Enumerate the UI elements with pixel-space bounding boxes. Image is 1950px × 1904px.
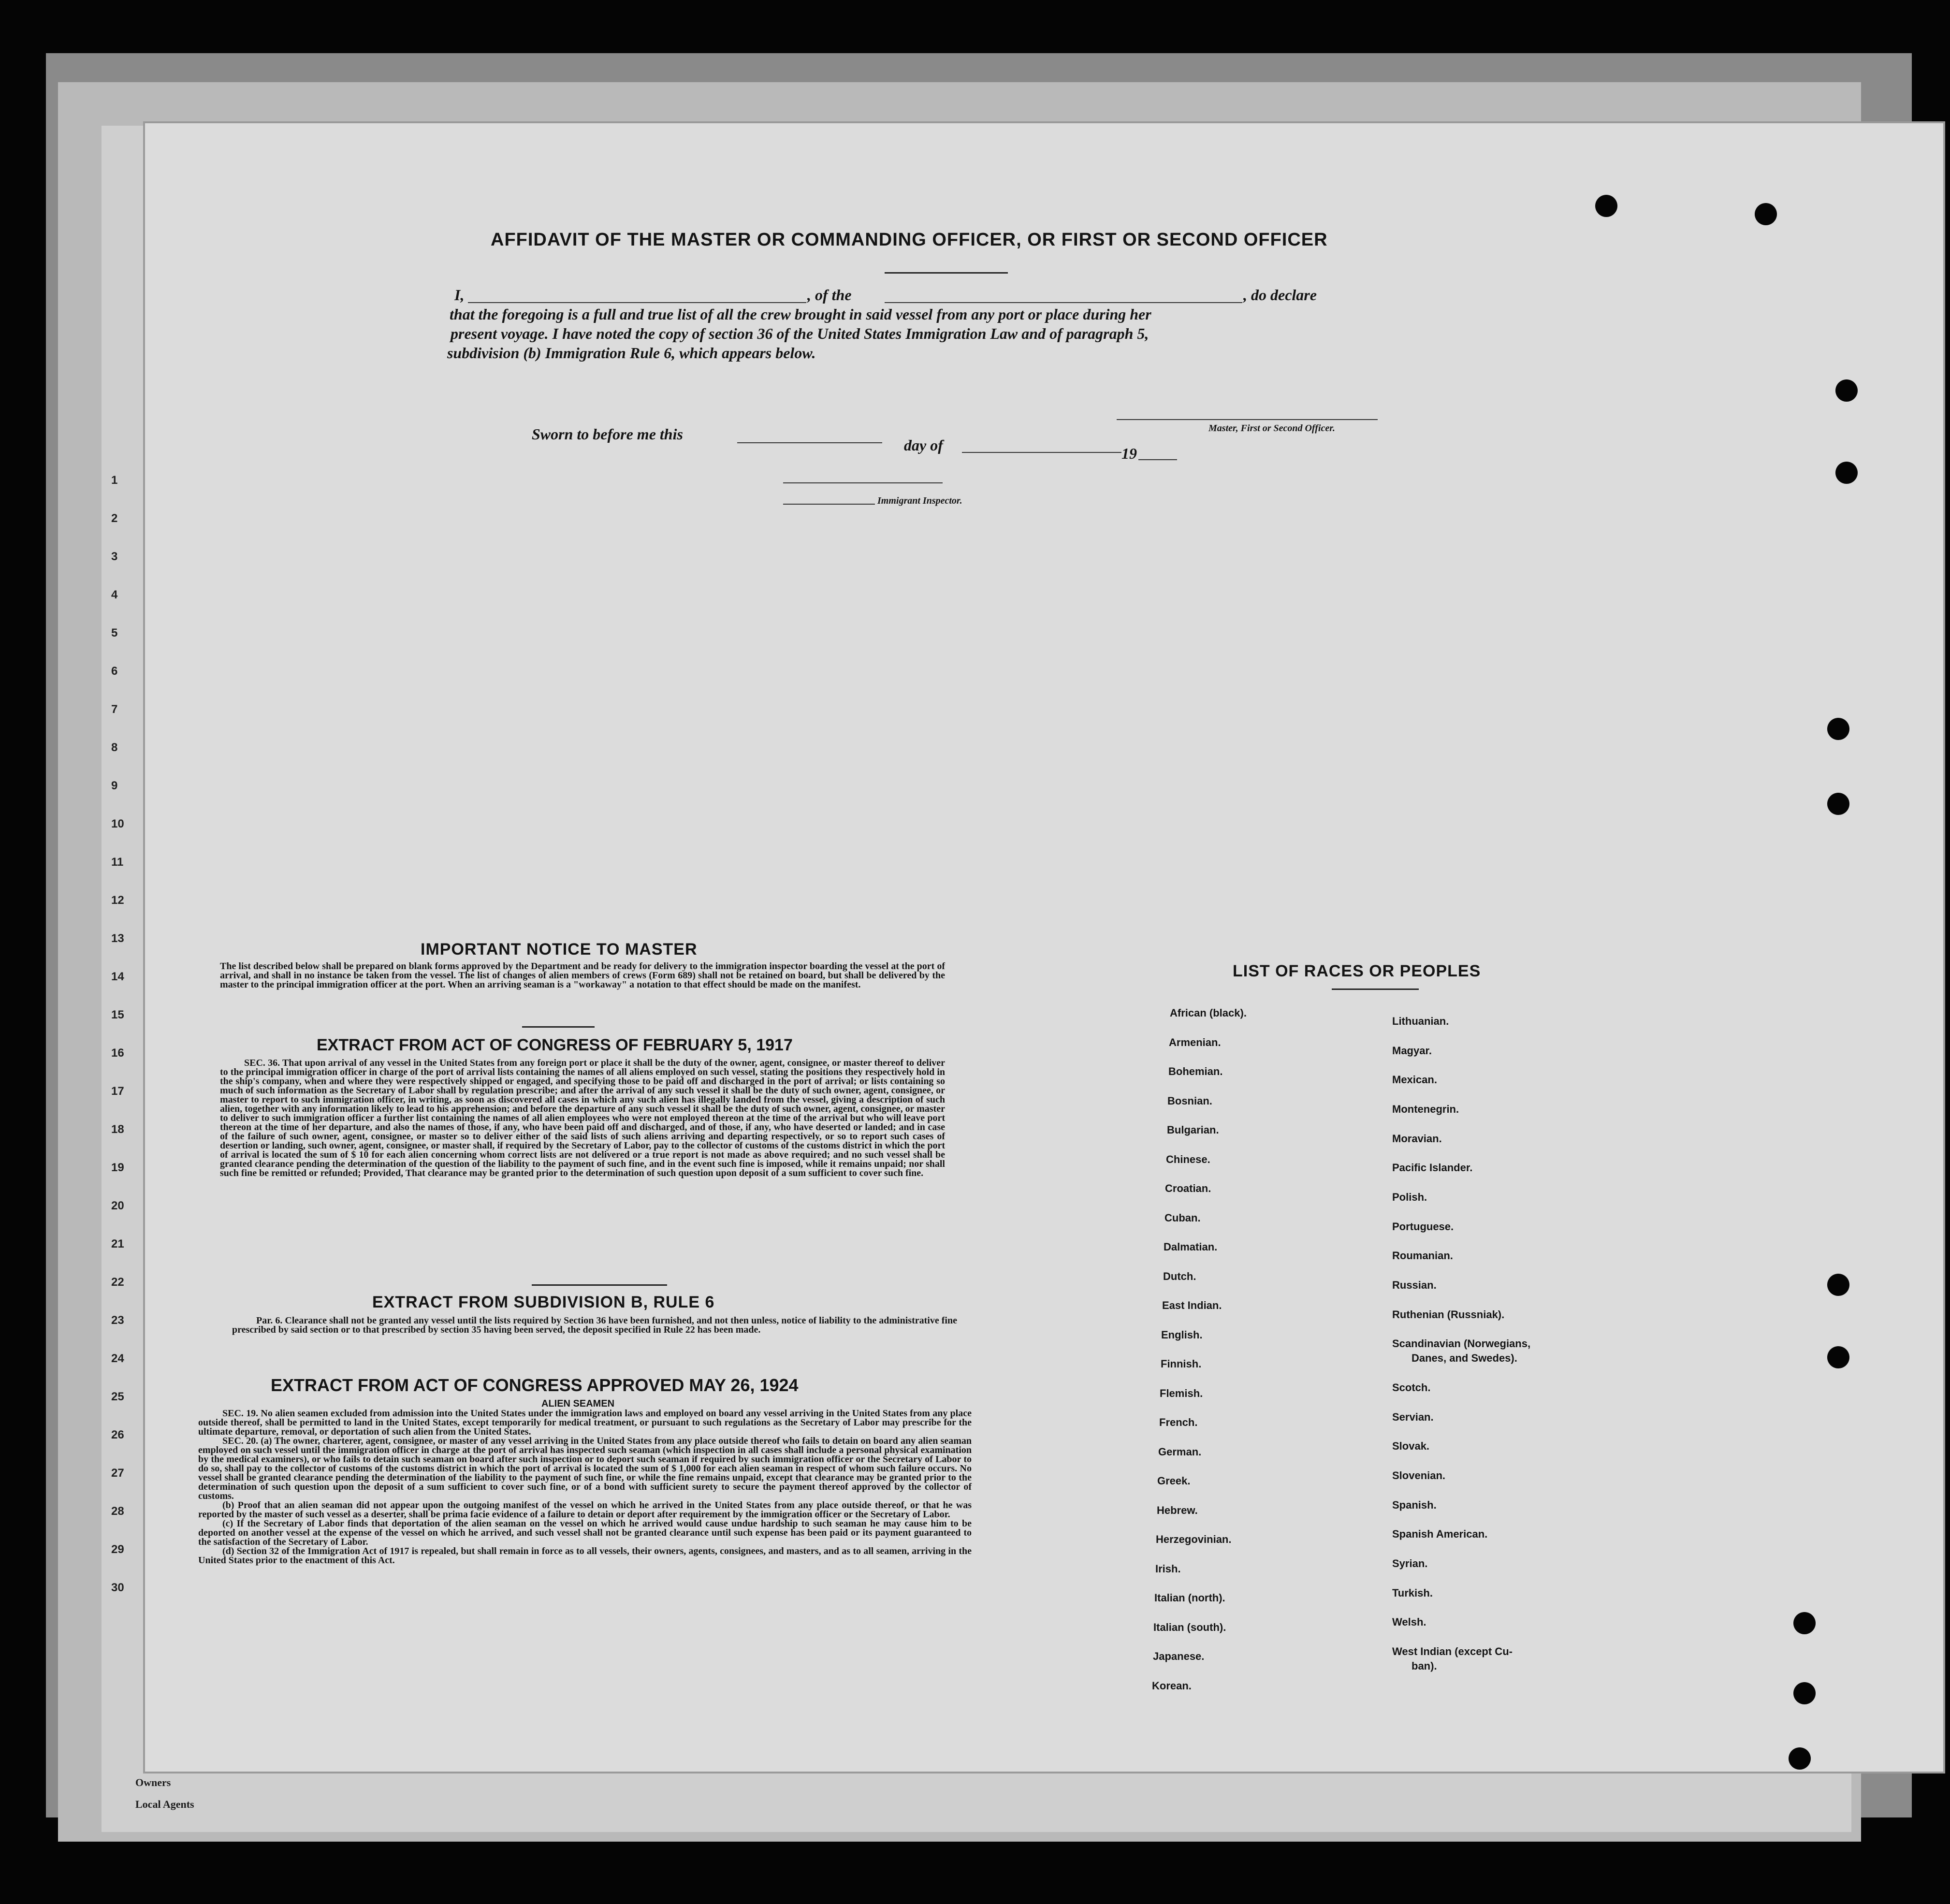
race-item: Italian (north). xyxy=(1154,1592,1225,1604)
punch-hole xyxy=(1595,195,1617,217)
race-item: Russian. xyxy=(1392,1279,1437,1291)
punch-hole xyxy=(1827,793,1849,815)
declarant-prefix: I, xyxy=(454,286,465,304)
affidavit-title: AFFIDAVIT OF THE MASTER OR COMMANDING OFFICER, OR FIRST OR SECOND OFFICER xyxy=(491,230,1328,250)
manifest-line-number: 5 xyxy=(111,626,118,640)
manifest-line-number: 26 xyxy=(111,1428,124,1441)
race-item: Japanese. xyxy=(1153,1650,1205,1662)
local-agents-label: Local Agents xyxy=(135,1798,194,1810)
manifest-line-number: 9 xyxy=(111,779,118,792)
sworn-day-line xyxy=(737,442,882,443)
section-divider xyxy=(522,1026,595,1028)
of-the-label: , of the xyxy=(807,286,852,304)
race-item: Croatian. xyxy=(1165,1182,1211,1194)
inspector-line xyxy=(783,504,875,505)
race-item: Hebrew. xyxy=(1157,1504,1198,1516)
race-item: Roumanian. xyxy=(1392,1250,1453,1262)
punch-hole xyxy=(1827,1274,1849,1296)
punch-hole xyxy=(1793,1682,1816,1704)
manifest-line-number: 16 xyxy=(111,1046,124,1060)
sec-20b-text: (b) Proof that an alien seaman did not appear upon the outgoing manifest of the vessel on which he arrived in the United States from any place outside thereof, or that he was reported by the master of such vessel as a deserter, shall be prima facie evidence of a failure to detain or deport after requirement by the immigration officer or the Secretary of Labor. xyxy=(198,1500,972,1520)
manifest-line-number: 17 xyxy=(111,1085,124,1098)
manifest-line-number: 18 xyxy=(111,1123,124,1136)
manifest-line-number: 4 xyxy=(111,588,118,601)
punch-hole xyxy=(1789,1747,1811,1770)
notice-text: The list described below shall be prepared on blank forms approved by the Department and be ready for delivery to the immigration inspector boarding the vessel at the port of arrival, and shall in no instance be taken from the vessel. The list of changes of alien members of crews (Form 689) shall not be retained on board, but shall be delivered by the master to the principal immigration officer at the port. When an arriving seaman is a "workaway" a notation to that effect should be made on the manifest. xyxy=(220,961,945,990)
title-divider xyxy=(885,272,1008,274)
manifest-line-number: 8 xyxy=(111,741,118,754)
race-item: Scandinavian (Norwegians, xyxy=(1392,1337,1531,1350)
manifest-line-number: 28 xyxy=(111,1505,124,1518)
race-item: Bohemian. xyxy=(1168,1065,1223,1077)
race-item: English. xyxy=(1161,1328,1203,1341)
extract-rule6-text: Par. 6. Clearance shall not be granted any vessel until the lists required by Section 36 have been furnished, and not then unless, notice of liability to the administrative fine prescribed by said section or to that prescribed by section 35 having been served, the deposit specified in Rule 22 has been made. xyxy=(232,1315,957,1335)
vessel-name-line xyxy=(885,302,1242,303)
manifest-line-number: 24 xyxy=(111,1352,124,1365)
race-item: African (black). xyxy=(1170,1007,1247,1019)
race-item: East Indian. xyxy=(1162,1299,1222,1311)
race-item: Scotch. xyxy=(1392,1381,1431,1394)
race-item: Danes, and Swedes). xyxy=(1412,1352,1517,1364)
race-item: Ruthenian (Russniak). xyxy=(1392,1308,1505,1321)
race-item: German. xyxy=(1158,1445,1202,1458)
race-item: Spanish American. xyxy=(1392,1528,1488,1540)
race-item: Flemish. xyxy=(1160,1387,1203,1399)
sworn-month-line xyxy=(962,452,1121,453)
sworn-year: 19 xyxy=(1121,445,1137,462)
manifest-line-number: 19 xyxy=(111,1161,124,1174)
inspector-caption: Immigrant Inspector. xyxy=(877,495,962,506)
races-title: LIST OF RACES OR PEOPLES xyxy=(1233,962,1481,980)
race-item: Turkish. xyxy=(1392,1587,1433,1599)
race-item: Slovenian. xyxy=(1392,1469,1446,1482)
sec-19-text: SEC. 19. No alien seamen excluded from admission into the United States under the immigration laws and employed on board any vessel arriving in the United States from any place outside thereof, shall be permitted to land in the United States, except temporarily for medical treatment, or pursuant to such regulations as the Secretary of Labor may prescribe for the ultimate departure, removal, or deportation of such alien from the United States. xyxy=(198,1408,972,1437)
manifest-line-number: 25 xyxy=(111,1390,124,1403)
affidavit-line-2: that the foregoing is a full and true list of all the crew brought in said vessel from any port or place during her xyxy=(450,305,1151,323)
manifest-line-number: 30 xyxy=(111,1581,124,1594)
extract-1924-subtitle: ALIEN SEAMEN xyxy=(541,1398,615,1409)
manifest-line-number: 22 xyxy=(111,1276,124,1289)
race-item: French. xyxy=(1159,1416,1198,1428)
manifest-line-number: 13 xyxy=(111,932,124,945)
race-item: Armenian. xyxy=(1169,1036,1221,1048)
race-item: Korean. xyxy=(1152,1679,1192,1692)
race-item: Bulgarian. xyxy=(1167,1124,1219,1136)
manifest-line-number: 10 xyxy=(111,817,124,830)
race-item: ban). xyxy=(1412,1660,1437,1672)
race-item: Dalmatian. xyxy=(1164,1241,1218,1253)
extract-1924-body xyxy=(198,1409,972,1565)
sworn-day-of: day of xyxy=(904,436,943,454)
manifest-line-number: 14 xyxy=(111,970,124,983)
race-item: Spanish. xyxy=(1392,1499,1437,1511)
signature-line xyxy=(1117,419,1378,420)
extract-1924-title: EXTRACT FROM ACT OF CONGRESS APPROVED MAY 26, 1924 xyxy=(271,1375,799,1395)
manifest-line-number: 3 xyxy=(111,550,118,563)
race-item: Montenegrin. xyxy=(1392,1103,1459,1115)
manifest-line-number: 6 xyxy=(111,665,118,678)
race-item: Polish. xyxy=(1392,1191,1427,1203)
punch-hole xyxy=(1755,203,1777,225)
signature-caption: Master, First or Second Officer. xyxy=(1208,423,1335,434)
sworn-year-line xyxy=(1138,459,1177,460)
manifest-line-number: 12 xyxy=(111,894,124,907)
race-item: West Indian (except Cu- xyxy=(1392,1645,1513,1657)
race-item: Servian. xyxy=(1392,1411,1434,1423)
race-item: Moravian. xyxy=(1392,1133,1442,1145)
race-item: Bosnian. xyxy=(1167,1094,1212,1107)
race-item: Lithuanian. xyxy=(1392,1015,1449,1027)
race-item: Chinese. xyxy=(1166,1153,1210,1165)
declarant-name-line xyxy=(468,302,806,303)
manifest-line-number: 23 xyxy=(111,1314,124,1327)
affidavit-line-4: subdivision (b) Immigration Rule 6, which appears below. xyxy=(447,344,816,362)
extract-1917-title: EXTRACT FROM ACT OF CONGRESS OF FEBRUARY 5, 1917 xyxy=(317,1036,793,1054)
affidavit-document xyxy=(145,123,1943,1772)
owners-label: Owners xyxy=(135,1776,171,1788)
extract-rule6-title: EXTRACT FROM SUBDIVISION B, RULE 6 xyxy=(372,1293,715,1311)
sec-20d-text: (d) Section 32 of the Immigration Act of 1917 is repealed, but shall remain in force as to all vessels, their owners, agents, consignees, and masters, and as to all seamen, arriving in the United States prior to the enactment of this Act. xyxy=(198,1546,972,1566)
section-divider xyxy=(532,1284,667,1286)
punch-hole xyxy=(1835,379,1858,402)
race-item: Slovak. xyxy=(1392,1440,1430,1452)
race-item: Herzegovinian. xyxy=(1156,1533,1232,1545)
race-item: Mexican. xyxy=(1392,1074,1437,1086)
race-item: Portuguese. xyxy=(1392,1221,1454,1233)
manifest-line-number: 29 xyxy=(111,1543,124,1556)
sec-20c-text: (c) If the Secretary of Labor finds that deportation of the alien seaman on the vessel on which he arrived would cause undue hardship to such seaman he may cause him to be deported on another vessel at the expense of the vessel on which he arrived, and such vessel shall not be granted clearance until such expense has been paid or its payment guaranteed to the satisfaction of the Secretary of Labor. xyxy=(198,1518,972,1547)
inspector-signature-line xyxy=(783,482,943,483)
punch-hole xyxy=(1835,462,1858,484)
sec-20a-text: SEC. 20. (a) The owner, charterer, agent, consignee, or master of any vessel arriving in the United States from any place outside thereof who fails to detain on board any alien seaman employed on such vessel until the immigration officer in charge at the port of arrival has inspected such seaman (which inspection in all cases shall include a personal physical examination by the medical examiners), or who fails to detain such seaman on board after such inspection or to deport such seaman if required by such immigration officer or the Secretary of Labor to do so, shall pay to the collector of customs of the customs district in which the port of arrival is located the sum of $ 1,000 for each alien seaman in respect of whom such failure occurs. No vessel shall be granted clearance pending the determination of the liability to the payment of such fine, or while the fine remains unpaid, except that clearance may be granted prior to the determination of such question upon the deposit of a sum sufficient to cover such fine, or of a bond with sufficient surety to secure the payment thereof approved by the collector of customs. xyxy=(198,1436,972,1501)
race-item: Dutch. xyxy=(1163,1270,1196,1282)
race-item: Welsh. xyxy=(1392,1616,1426,1628)
race-item: Finnish. xyxy=(1161,1358,1202,1370)
do-declare-label: , do declare xyxy=(1243,286,1317,304)
manifest-line-number: 11 xyxy=(111,856,124,869)
manifest-line-number: 7 xyxy=(111,703,118,716)
manifest-line-number: 1 xyxy=(111,474,118,487)
manifest-line-number: 20 xyxy=(111,1199,124,1212)
race-item: Magyar. xyxy=(1392,1045,1432,1057)
race-item: Italian (south). xyxy=(1153,1621,1226,1633)
affidavit-line-3: present voyage. I have noted the copy of section 36 of the United States Immigration Law and of paragraph 5, xyxy=(451,325,1149,342)
manifest-line-number: 27 xyxy=(111,1467,124,1480)
races-divider xyxy=(1332,988,1419,990)
sworn-prefix: Sworn to before me this xyxy=(532,425,683,443)
extract-1917-text: SEC. 36. That upon arrival of any vessel in the United States from any foreign port or place it shall be the duty of the owner, agent, consignee, or master thereof to deliver to the principal immigration officer in charge of the port of arrival lists containing the names of all aliens employed on such vessel, stating the positions they respectively hold in the ship's company, when and where they were respectively shipped or engaged, and specifying those to be paid off and discharged in the port of arrival; or lists containing so much of such information as the Secretary of Labor shall by regulation prescribe; and after the arrival of any such vessel it shall be the duty of such owner, agent, consignee, or master to report to such immigration officer, in writing, as soon as discovered all cases in which any such alien has illegally landed from the vessel, giving a description of such alien, together with any information likely to lead to his apprehension; and before the departure of any such vessel it shall be the duty of such owner, agent, consignee, or master to deliver to such immigration officer a further list containing the names of all alien employees who were not employed thereon at the time of the arrival but who will leave port thereon at the time of her departure, and also the names of those, if any, who have been paid off and discharged, and of those, if any, who have deserted or landed; and in case of the failure of such owner, agent, consignee, or master so to deliver either of the said lists of such aliens arriving and departing respectively, or so to report such cases of desertion or landing, such owner, agent, consignee, or master shall, if required by the Secretary of Labor, pay to the collector of customs of the customs district in which the port of arrival is located the sum of $ 10 for each alien concerning whom correct lists are not delivered or a true report is not made as above required; and no such vessel shall be granted clearance pending the determination of the question of the liability to the payment of such fine, and in the event such fine is imposed, while it remains unpaid; nor shall such fine be remitted or refunded; Provided, That clearance may be granted prior to the determination of such question upon deposit of a sum sufficient to cover such fine. xyxy=(220,1058,945,1178)
manifest-line-number: 15 xyxy=(111,1008,124,1021)
punch-hole xyxy=(1827,718,1849,740)
manifest-line-number: 21 xyxy=(111,1237,124,1250)
race-item: Syrian. xyxy=(1392,1557,1428,1570)
notice-title: IMPORTANT NOTICE TO MASTER xyxy=(421,940,698,959)
manifest-line-number: 2 xyxy=(111,512,118,525)
punch-hole xyxy=(1793,1612,1816,1634)
race-item: Pacific Islander. xyxy=(1392,1162,1473,1174)
race-item: Greek. xyxy=(1157,1475,1191,1487)
race-item: Irish. xyxy=(1155,1562,1181,1575)
punch-hole xyxy=(1827,1346,1849,1368)
race-item: Cuban. xyxy=(1164,1211,1201,1224)
